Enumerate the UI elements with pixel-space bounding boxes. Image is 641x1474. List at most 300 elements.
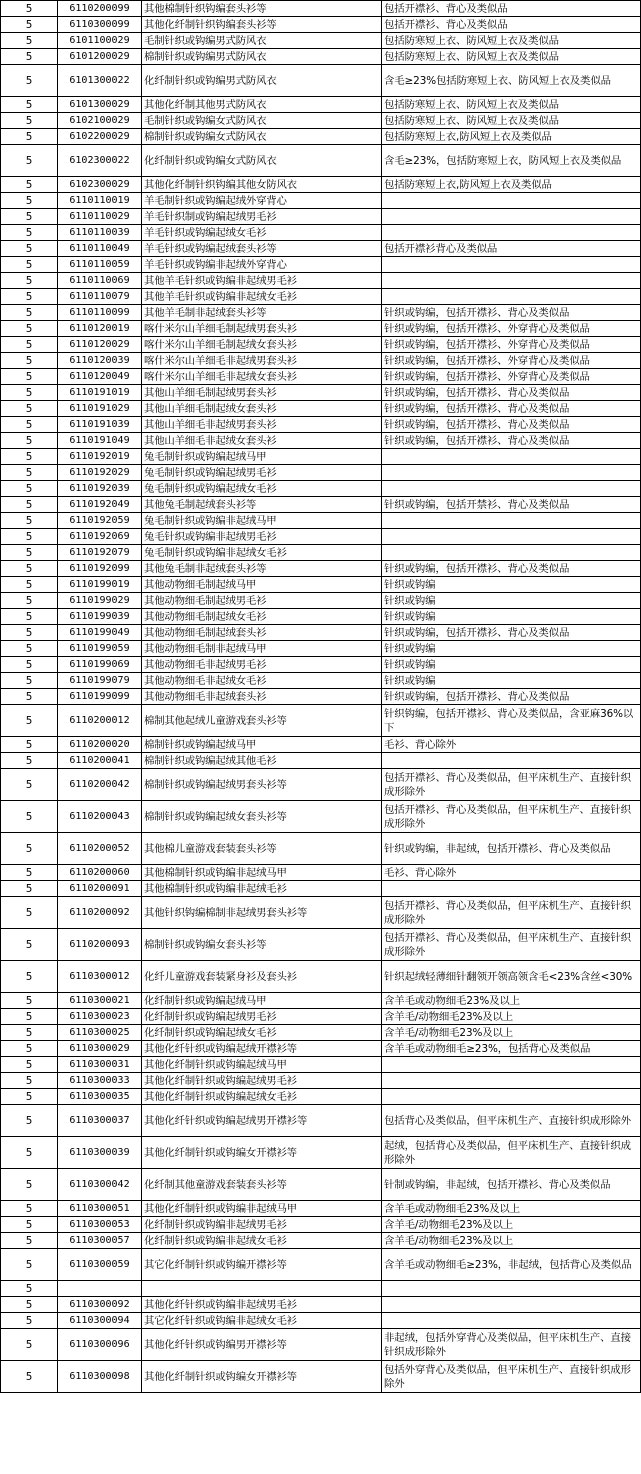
description-cell[interactable]: 其他化纤制针织或钩编起绒男毛衫 bbox=[142, 1073, 382, 1089]
code-cell[interactable]: 6110110049 bbox=[58, 241, 142, 257]
code-cell[interactable]: 6102300029 bbox=[58, 177, 142, 193]
description-cell[interactable]: 其他棉儿童游戏套装套头衫等 bbox=[142, 833, 382, 865]
remark-cell[interactable] bbox=[382, 1281, 641, 1297]
description-cell[interactable]: 棉制针织或钩编起绒男套头衫等 bbox=[142, 769, 382, 801]
table-row bbox=[1, 1089, 641, 1105]
level-cell[interactable]: 5 bbox=[1, 865, 58, 881]
remark-cell[interactable]: 含羊毛或动物细毛23%及以上 bbox=[382, 1201, 641, 1217]
remark-cell[interactable]: 包括防寒短上衣,防风短上衣及类似品 bbox=[382, 129, 641, 145]
code-cell[interactable]: 6110120039 bbox=[58, 353, 142, 369]
description-cell[interactable]: 其他化纤制针织或钩编女开襟衫等 bbox=[142, 1361, 382, 1393]
remark-cell[interactable] bbox=[382, 1073, 641, 1089]
level-cell[interactable]: 5 bbox=[1, 401, 58, 417]
code-cell[interactable]: 6110300059 bbox=[58, 1249, 142, 1281]
remark-cell[interactable]: 针织或钩编，包括开襟衫、背心及类似品 bbox=[382, 625, 641, 641]
remark-cell[interactable]: 含羊毛/动物细毛23%及以上 bbox=[382, 1025, 641, 1041]
code-cell[interactable]: 6110199079 bbox=[58, 673, 142, 689]
code-cell[interactable]: 6110300031 bbox=[58, 1057, 142, 1073]
level-cell[interactable]: 5 bbox=[1, 1201, 58, 1217]
code-cell[interactable]: 6110300035 bbox=[58, 1089, 142, 1105]
description-cell[interactable]: 兔毛制针织或钩编非起绒女毛衫 bbox=[142, 545, 382, 561]
remark-cell[interactable]: 针织起绒轻薄细针翻领开领高领含毛<23%含丝<30% bbox=[382, 961, 641, 993]
table-row bbox=[1, 993, 641, 1009]
level-cell[interactable]: 5 bbox=[1, 1041, 58, 1057]
remark-cell[interactable]: 针织或钩编，包括开襟衫、背心及类似品 bbox=[382, 305, 641, 321]
remark-cell[interactable]: 包括开襟衫、背心及类似品，但平床机生产、直接针织成形除外 bbox=[382, 769, 641, 801]
code-cell[interactable]: 6110300042 bbox=[58, 1169, 142, 1201]
level-cell[interactable]: 5 bbox=[1, 449, 58, 465]
code-cell[interactable]: 6110300039 bbox=[58, 1137, 142, 1169]
remark-cell[interactable] bbox=[382, 449, 641, 465]
code-cell[interactable]: 6110199029 bbox=[58, 593, 142, 609]
code-cell[interactable]: 6110300098 bbox=[58, 1361, 142, 1393]
remark-cell[interactable]: 针制或钩编，非起绒，包括开襟衫、背心及类似品 bbox=[382, 1169, 641, 1201]
level-cell[interactable]: 5 bbox=[1, 385, 58, 401]
remark-cell[interactable] bbox=[382, 1297, 641, 1313]
description-cell[interactable]: 其他化纤制针织钩编套头衫等 bbox=[142, 17, 382, 33]
description-cell[interactable]: 兔毛针织或钩编非起绒男毛衫 bbox=[142, 529, 382, 545]
level-cell[interactable]: 5 bbox=[1, 305, 58, 321]
table-row bbox=[1, 497, 641, 513]
description-cell[interactable]: 化纤制其他童游戏套装套头衫等 bbox=[142, 1169, 382, 1201]
level-cell[interactable]: 5 bbox=[1, 1361, 58, 1393]
level-cell[interactable]: 5 bbox=[1, 1217, 58, 1233]
remark-cell[interactable] bbox=[382, 881, 641, 897]
level-cell[interactable]: 5 bbox=[1, 113, 58, 129]
level-cell[interactable]: 5 bbox=[1, 1281, 58, 1297]
code-cell[interactable]: 6110200099 bbox=[58, 1, 142, 17]
level-cell[interactable]: 5 bbox=[1, 273, 58, 289]
code-cell[interactable]: 6110192039 bbox=[58, 481, 142, 497]
remark-cell[interactable]: 针织或钩编，包括开禁衫、背心及类似品 bbox=[382, 497, 641, 513]
code-cell[interactable]: 6110300025 bbox=[58, 1025, 142, 1041]
level-cell[interactable]: 5 bbox=[1, 369, 58, 385]
code-cell[interactable]: 6110200052 bbox=[58, 833, 142, 865]
description-cell[interactable]: 化纤制针织或钩编起绒马甲 bbox=[142, 993, 382, 1009]
remark-cell[interactable] bbox=[382, 1057, 641, 1073]
table-row bbox=[1, 577, 641, 593]
description-cell[interactable]: 棉制针织或钩编起绒其他毛衫 bbox=[142, 753, 382, 769]
remark-cell[interactable]: 起绒，包括背心及类似品，但平床机生产、直接针织成形除外 bbox=[382, 1137, 641, 1169]
description-cell[interactable]: 其他化纤制针织或钩编女开襟衫等 bbox=[142, 1137, 382, 1169]
remark-cell[interactable]: 包括外穿背心及类似品，但平床机生产、直接针织成形除外 bbox=[382, 1361, 641, 1393]
description-cell[interactable]: 化纤儿童游戏套装紧身衫及套头衫 bbox=[142, 961, 382, 993]
level-cell[interactable]: 5 bbox=[1, 97, 58, 113]
remark-cell[interactable] bbox=[382, 257, 641, 273]
description-cell[interactable]: 棉制针织或钩编男式防风衣 bbox=[142, 49, 382, 65]
code-cell[interactable]: 6110200093 bbox=[58, 929, 142, 961]
level-cell[interactable]: 5 bbox=[1, 145, 58, 177]
code-cell[interactable]: 6110300099 bbox=[58, 17, 142, 33]
description-cell[interactable]: 兔毛制针织或钩编非起绒马甲 bbox=[142, 513, 382, 529]
description-cell[interactable]: 其他化纤制针织或钩编起绒女毛衫 bbox=[142, 1089, 382, 1105]
code-cell[interactable]: 6110199069 bbox=[58, 657, 142, 673]
remark-cell[interactable]: 含羊毛或动物细毛23%及以上 bbox=[382, 993, 641, 1009]
code-cell[interactable]: 6110199099 bbox=[58, 689, 142, 705]
description-cell[interactable]: 其他动物细毛制起绒套头衫 bbox=[142, 625, 382, 641]
code-cell[interactable]: 6110300053 bbox=[58, 1217, 142, 1233]
description-cell[interactable]: 化纤制针织或钩编男式防风衣 bbox=[142, 65, 382, 97]
remark-cell[interactable]: 包括防寒短上衣、防风短上衣及类似品 bbox=[382, 97, 641, 113]
description-cell[interactable]: 其他兔毛制起绒套头衫等 bbox=[142, 497, 382, 513]
level-cell[interactable]: 5 bbox=[1, 657, 58, 673]
code-cell[interactable]: 6110300037 bbox=[58, 1105, 142, 1137]
description-cell[interactable]: 其他动物细毛制起绒女毛衫 bbox=[142, 609, 382, 625]
description-cell[interactable]: 其他化纤针织或钩编起绒男开襟衫等 bbox=[142, 1105, 382, 1137]
code-cell[interactable]: 6101100029 bbox=[58, 33, 142, 49]
remark-cell[interactable] bbox=[382, 465, 641, 481]
remark-cell[interactable]: 针织或钩编 bbox=[382, 577, 641, 593]
description-cell[interactable]: 羊毛针织制或钩编起绒男毛衫 bbox=[142, 209, 382, 225]
code-cell[interactable]: 6110200043 bbox=[58, 801, 142, 833]
description-cell[interactable]: 其他化纤制针织或钩编非起绒马甲 bbox=[142, 1201, 382, 1217]
level-cell[interactable]: 5 bbox=[1, 833, 58, 865]
remark-cell[interactable]: 含羊毛/动物细毛23%及以上 bbox=[382, 1217, 641, 1233]
remark-cell[interactable] bbox=[382, 545, 641, 561]
remark-cell[interactable]: 针织或钩编，包括开襟衫、外穿背心及类似品 bbox=[382, 369, 641, 385]
level-cell[interactable]: 5 bbox=[1, 65, 58, 97]
description-cell[interactable]: 棉制针织或钩编女套头衫等 bbox=[142, 929, 382, 961]
description-cell[interactable]: 喀什米尔山羊细毛非起绒女套头衫 bbox=[142, 369, 382, 385]
remark-cell[interactable]: 含羊毛或动物细毛≥23%，包括背心及类似品 bbox=[382, 1041, 641, 1057]
level-cell[interactable]: 5 bbox=[1, 1025, 58, 1041]
level-cell[interactable]: 5 bbox=[1, 561, 58, 577]
level-cell[interactable]: 5 bbox=[1, 497, 58, 513]
code-cell[interactable]: 6110200092 bbox=[58, 897, 142, 929]
remark-cell[interactable]: 含羊毛或动物细毛≥23%，非起绒，包括背心及类似品 bbox=[382, 1249, 641, 1281]
table-row bbox=[1, 1025, 641, 1041]
code-cell[interactable]: 6110191049 bbox=[58, 433, 142, 449]
description-cell[interactable]: 其他动物细毛非起绒女毛衫 bbox=[142, 673, 382, 689]
level-cell[interactable]: 5 bbox=[1, 337, 58, 353]
description-cell[interactable]: 其他动物细毛非起绒男毛衫 bbox=[142, 657, 382, 673]
code-cell[interactable]: 6110192059 bbox=[58, 513, 142, 529]
remark-cell[interactable] bbox=[382, 1089, 641, 1105]
remark-cell[interactable]: 针织或钩编，包括开襟衫、背心及类似品 bbox=[382, 689, 641, 705]
code-cell[interactable]: 6110300029 bbox=[58, 1041, 142, 1057]
description-cell[interactable]: 棉制其他起绒儿童游戏套头衫等 bbox=[142, 705, 382, 737]
code-cell[interactable]: 6110300033 bbox=[58, 1073, 142, 1089]
level-cell[interactable]: 5 bbox=[1, 1297, 58, 1313]
level-cell[interactable]: 5 bbox=[1, 1137, 58, 1169]
remark-cell[interactable]: 包括开襟衫、背心及类似品，但平床机生产、直接针织成形除外 bbox=[382, 801, 641, 833]
description-cell[interactable]: 其他动物细毛制非起绒马甲 bbox=[142, 641, 382, 657]
level-cell[interactable]: 5 bbox=[1, 289, 58, 305]
code-cell[interactable]: 6110300021 bbox=[58, 993, 142, 1009]
description-cell[interactable]: 其它化纤针织或钩编非起绒女毛衫 bbox=[142, 1313, 382, 1329]
remark-cell[interactable]: 含羊毛/动物细毛23%及以上 bbox=[382, 1233, 641, 1249]
code-cell[interactable]: 6110110069 bbox=[58, 273, 142, 289]
code-cell[interactable]: 6110300012 bbox=[58, 961, 142, 993]
description-cell[interactable]: 兔毛制针织或钩编起绒男毛衫 bbox=[142, 465, 382, 481]
level-cell[interactable]: 5 bbox=[1, 49, 58, 65]
description-cell[interactable]: 其他化纤制针织钩编其他女防风衣 bbox=[142, 177, 382, 193]
remark-cell[interactable]: 针织或钩编 bbox=[382, 641, 641, 657]
remark-cell[interactable] bbox=[382, 193, 641, 209]
code-cell[interactable]: 6110300057 bbox=[58, 1233, 142, 1249]
remark-cell[interactable]: 针织或钩编 bbox=[382, 657, 641, 673]
code-cell[interactable]: 6110300092 bbox=[58, 1297, 142, 1313]
remark-cell[interactable]: 针织或钩编 bbox=[382, 673, 641, 689]
level-cell[interactable]: 5 bbox=[1, 593, 58, 609]
remark-cell[interactable]: 包括防寒短上衣、防风短上衣及类似品 bbox=[382, 113, 641, 129]
level-cell[interactable]: 5 bbox=[1, 433, 58, 449]
remark-cell[interactable]: 含毛≥23%，包括防寒短上衣，防风短上衣及类似品 bbox=[382, 145, 641, 177]
description-cell[interactable]: 其他羊毛针织或钩编非起绒女毛衫 bbox=[142, 289, 382, 305]
level-cell[interactable]: 5 bbox=[1, 353, 58, 369]
code-cell[interactable]: 6110200012 bbox=[58, 705, 142, 737]
code-cell[interactable]: 6110300023 bbox=[58, 1009, 142, 1025]
remark-cell[interactable]: 包括防寒短上衣、防风短上衣及类似品 bbox=[382, 33, 641, 49]
level-cell[interactable]: 5 bbox=[1, 17, 58, 33]
description-cell[interactable]: 其他山羊细毛制起绒女套头衫 bbox=[142, 401, 382, 417]
table-row bbox=[1, 369, 641, 385]
code-cell[interactable]: 6110110099 bbox=[58, 305, 142, 321]
level-cell[interactable]: 5 bbox=[1, 1249, 58, 1281]
remark-cell[interactable]: 包括开襟衫、背心及类似品 bbox=[382, 1, 641, 17]
remark-cell[interactable]: 非起绒，包括外穿背心及类似品，但平床机生产、直接针织成形除外 bbox=[382, 1329, 641, 1361]
description-cell[interactable]: 棉制针织或钩编女式防风衣 bbox=[142, 129, 382, 145]
code-cell[interactable]: 6110191019 bbox=[58, 385, 142, 401]
level-cell[interactable]: 5 bbox=[1, 881, 58, 897]
remark-cell[interactable]: 针织或钩编，包括开襟衫、背心及类似品 bbox=[382, 561, 641, 577]
remark-cell[interactable]: 针织钩编，包括开襟衫、背心及类似品，含亚麻36%以下 bbox=[382, 705, 641, 737]
code-cell[interactable]: 6110191039 bbox=[58, 417, 142, 433]
remark-cell[interactable] bbox=[382, 273, 641, 289]
remark-cell[interactable]: 包括开襟衫、背心及类似品，但平床机生产、直接针织成形除外 bbox=[382, 897, 641, 929]
code-cell[interactable]: 6110110059 bbox=[58, 257, 142, 273]
level-cell[interactable]: 5 bbox=[1, 257, 58, 273]
code-cell[interactable]: 6110120049 bbox=[58, 369, 142, 385]
level-cell[interactable]: 5 bbox=[1, 689, 58, 705]
remark-cell[interactable]: 针织或钩编，非起绒，包括开襟衫、背心及类似品 bbox=[382, 833, 641, 865]
description-cell[interactable]: 化纤制针织或钩编起绒女毛衫 bbox=[142, 1025, 382, 1041]
code-cell[interactable]: 6110192079 bbox=[58, 545, 142, 561]
level-cell[interactable]: 5 bbox=[1, 577, 58, 593]
level-cell[interactable]: 5 bbox=[1, 1233, 58, 1249]
level-cell[interactable]: 5 bbox=[1, 1169, 58, 1201]
remark-cell[interactable]: 含羊毛/动物细毛23%及以上 bbox=[382, 1009, 641, 1025]
remark-cell[interactable] bbox=[382, 753, 641, 769]
level-cell[interactable]: 5 bbox=[1, 209, 58, 225]
remark-cell[interactable] bbox=[382, 529, 641, 545]
level-cell[interactable]: 5 bbox=[1, 1089, 58, 1105]
description-cell[interactable]: 其他棉制针织钩编套头衫等 bbox=[142, 1, 382, 17]
code-cell[interactable]: 6110192049 bbox=[58, 497, 142, 513]
description-cell[interactable]: 其他化纤制其他男式防风衣 bbox=[142, 97, 382, 113]
description-cell[interactable]: 化纤制针织或钩编非起绒女毛衫 bbox=[142, 1233, 382, 1249]
description-cell[interactable]: 喀什米尔山羊细毛制起绒女套头衫 bbox=[142, 337, 382, 353]
code-cell[interactable]: 6110120029 bbox=[58, 337, 142, 353]
description-cell[interactable]: 其他山羊细毛非起绒男套头衫 bbox=[142, 417, 382, 433]
remark-cell[interactable]: 针织或钩编，包括开襟衫、背心及类似品 bbox=[382, 433, 641, 449]
level-cell[interactable]: 5 bbox=[1, 177, 58, 193]
remark-cell[interactable] bbox=[382, 481, 641, 497]
description-cell[interactable]: 其他山羊细毛非起绒女套头衫 bbox=[142, 433, 382, 449]
remark-cell[interactable]: 包括开襟衫背心及类似品 bbox=[382, 241, 641, 257]
description-cell[interactable]: 羊毛针织或钩编起绒套头衫等 bbox=[142, 241, 382, 257]
level-cell[interactable]: 5 bbox=[1, 737, 58, 753]
description-cell[interactable]: 棉制针织或钩编起绒马甲 bbox=[142, 737, 382, 753]
remark-cell[interactable] bbox=[382, 225, 641, 241]
description-cell[interactable]: 化纤制针织或钩编非起绒男毛衫 bbox=[142, 1217, 382, 1233]
remark-cell[interactable]: 含毛≥23%包括防寒短上衣、防风短上衣及类似品 bbox=[382, 65, 641, 97]
code-cell[interactable]: 6110200041 bbox=[58, 753, 142, 769]
table-row bbox=[1, 1169, 641, 1201]
remark-cell[interactable]: 包括开襟衫、背心及类似品 bbox=[382, 17, 641, 33]
description-cell[interactable]: 其他山羊细毛制起绒男套头衫 bbox=[142, 385, 382, 401]
description-cell[interactable] bbox=[142, 1281, 382, 1297]
level-cell[interactable]: 5 bbox=[1, 33, 58, 49]
level-cell[interactable]: 5 bbox=[1, 641, 58, 657]
level-cell[interactable]: 5 bbox=[1, 321, 58, 337]
description-cell[interactable]: 化纤制针织或钩编起绒男毛衫 bbox=[142, 1009, 382, 1025]
code-cell[interactable]: 6110199049 bbox=[58, 625, 142, 641]
description-cell[interactable]: 其它化纤制针织或钩编开襟衫等 bbox=[142, 1249, 382, 1281]
remark-cell[interactable]: 针织或钩编 bbox=[382, 609, 641, 625]
description-cell[interactable]: 其他动物细毛制起绒马甲 bbox=[142, 577, 382, 593]
remark-cell[interactable]: 毛衫、背心除外 bbox=[382, 865, 641, 881]
remark-cell[interactable]: 针织或钩编，包括开襟衫、背心及类似品 bbox=[382, 401, 641, 417]
level-cell[interactable]: 5 bbox=[1, 129, 58, 145]
level-cell[interactable]: 5 bbox=[1, 673, 58, 689]
level-cell[interactable]: 5 bbox=[1, 513, 58, 529]
code-cell[interactable]: 6110110039 bbox=[58, 225, 142, 241]
description-cell[interactable]: 其他化纤针织或钩编起绒开襟衫等 bbox=[142, 1041, 382, 1057]
table-row bbox=[1, 289, 641, 305]
remark-cell[interactable]: 针织或钩编，包括开襟衫、背心及类似品 bbox=[382, 385, 641, 401]
remark-cell[interactable]: 毛衫、背心除外 bbox=[382, 737, 641, 753]
code-cell[interactable]: 6110192099 bbox=[58, 561, 142, 577]
remark-cell[interactable]: 包括防寒短上衣,防风短上衣及类似品 bbox=[382, 177, 641, 193]
level-cell[interactable]: 5 bbox=[1, 1329, 58, 1361]
level-cell[interactable]: 5 bbox=[1, 705, 58, 737]
description-cell[interactable]: 化纤制针织或钩编女式防风衣 bbox=[142, 145, 382, 177]
code-cell[interactable]: 6110110029 bbox=[58, 209, 142, 225]
description-cell[interactable]: 兔毛制针织或钩编起绒女毛衫 bbox=[142, 481, 382, 497]
remark-cell[interactable]: 包括背心及类似品，但平床机生产、直接针织成形除外 bbox=[382, 1105, 641, 1137]
code-cell[interactable]: 6101300029 bbox=[58, 97, 142, 113]
table-row bbox=[1, 401, 641, 417]
level-cell[interactable]: 5 bbox=[1, 897, 58, 929]
level-cell[interactable]: 5 bbox=[1, 481, 58, 497]
level-cell[interactable]: 5 bbox=[1, 1057, 58, 1073]
level-cell[interactable]: 5 bbox=[1, 465, 58, 481]
code-cell[interactable]: 6110200042 bbox=[58, 769, 142, 801]
code-cell[interactable]: 6110110079 bbox=[58, 289, 142, 305]
remark-cell[interactable]: 包括开襟衫、背心及类似品，但平床机生产、直接针织成形除外 bbox=[382, 929, 641, 961]
code-cell[interactable]: 6110191029 bbox=[58, 401, 142, 417]
description-cell[interactable]: 毛制针织或钩编男式防风衣 bbox=[142, 33, 382, 49]
table-row bbox=[1, 1073, 641, 1089]
description-cell[interactable]: 其他动物细毛制起绒男毛衫 bbox=[142, 593, 382, 609]
description-cell[interactable]: 其他棉制针织或钩编非起绒毛衫 bbox=[142, 881, 382, 897]
level-cell[interactable]: 5 bbox=[1, 753, 58, 769]
code-cell[interactable]: 6110300094 bbox=[58, 1313, 142, 1329]
level-cell[interactable]: 5 bbox=[1, 993, 58, 1009]
code-cell[interactable]: 6110200020 bbox=[58, 737, 142, 753]
description-cell[interactable]: 毛制针织或钩编女式防风衣 bbox=[142, 113, 382, 129]
remark-cell[interactable]: 包括防寒短上衣、防风短上衣及类似品 bbox=[382, 49, 641, 65]
level-cell[interactable]: 5 bbox=[1, 801, 58, 833]
level-cell[interactable]: 5 bbox=[1, 929, 58, 961]
level-cell[interactable]: 5 bbox=[1, 529, 58, 545]
level-cell[interactable]: 5 bbox=[1, 193, 58, 209]
description-cell[interactable]: 其他化纤制针织或钩编起绒马甲 bbox=[142, 1057, 382, 1073]
description-cell[interactable]: 其他羊毛制非起绒套头衫等 bbox=[142, 305, 382, 321]
code-cell[interactable]: 6102300022 bbox=[58, 145, 142, 177]
level-cell[interactable]: 5 bbox=[1, 1105, 58, 1137]
description-cell[interactable]: 羊毛针织或钩编起绒女毛衫 bbox=[142, 225, 382, 241]
description-cell[interactable]: 羊毛制针织或钩编起绒外穿背心 bbox=[142, 193, 382, 209]
code-cell[interactable]: 6110199019 bbox=[58, 577, 142, 593]
remark-cell[interactable]: 针织或钩编，包括开襟衫、外穿背心及类似品 bbox=[382, 353, 641, 369]
description-cell[interactable]: 其他兔毛制非起绒套头衫等 bbox=[142, 561, 382, 577]
remark-cell[interactable]: 针织或钩编，包括开襟衫、外穿背心及类似品 bbox=[382, 337, 641, 353]
remark-cell[interactable] bbox=[382, 513, 641, 529]
code-cell[interactable]: 6102100029 bbox=[58, 113, 142, 129]
level-cell[interactable]: 5 bbox=[1, 961, 58, 993]
level-cell[interactable]: 5 bbox=[1, 1, 58, 17]
level-cell[interactable]: 5 bbox=[1, 609, 58, 625]
code-cell[interactable]: 6102200029 bbox=[58, 129, 142, 145]
code-cell[interactable]: 6110199039 bbox=[58, 609, 142, 625]
level-cell[interactable]: 5 bbox=[1, 1313, 58, 1329]
description-cell[interactable]: 喀什米尔山羊细毛非起绒男套头衫 bbox=[142, 353, 382, 369]
remark-cell[interactable] bbox=[382, 1313, 641, 1329]
code-cell[interactable]: 6101200029 bbox=[58, 49, 142, 65]
table-row bbox=[1, 625, 641, 641]
code-cell[interactable]: 6110200091 bbox=[58, 881, 142, 897]
description-cell[interactable]: 羊毛针织或钩编非起绒外穿背心 bbox=[142, 257, 382, 273]
level-cell[interactable]: 5 bbox=[1, 545, 58, 561]
description-cell[interactable]: 其他化纤针织或钩编男开襟衫等 bbox=[142, 1329, 382, 1361]
level-cell[interactable]: 5 bbox=[1, 1073, 58, 1089]
remark-cell[interactable]: 针织或钩编，包括开襟衫、背心及类似品 bbox=[382, 417, 641, 433]
code-cell[interactable]: 6110199059 bbox=[58, 641, 142, 657]
table-row bbox=[1, 305, 641, 321]
code-cell[interactable]: 6110120019 bbox=[58, 321, 142, 337]
level-cell[interactable]: 5 bbox=[1, 241, 58, 257]
remark-cell[interactable] bbox=[382, 209, 641, 225]
description-cell[interactable]: 其他针织钩编棉制非起绒男套头衫等 bbox=[142, 897, 382, 929]
code-cell[interactable]: 6101300022 bbox=[58, 65, 142, 97]
code-cell[interactable]: 6110110019 bbox=[58, 193, 142, 209]
description-cell[interactable]: 棉制针织或钩编起绒女套头衫等 bbox=[142, 801, 382, 833]
level-cell[interactable]: 5 bbox=[1, 625, 58, 641]
code-cell[interactable] bbox=[58, 1281, 142, 1297]
level-cell[interactable]: 5 bbox=[1, 417, 58, 433]
description-cell[interactable]: 其他化纤针织或钩编非起绒男毛衫 bbox=[142, 1297, 382, 1313]
description-cell[interactable]: 兔毛制针织或钩编起绒马甲 bbox=[142, 449, 382, 465]
code-cell[interactable]: 6110192029 bbox=[58, 465, 142, 481]
remark-cell[interactable]: 针织或钩编，包括开襟衫、外穿背心及类似品 bbox=[382, 321, 641, 337]
description-cell[interactable]: 其他动物细毛非起绒套头衫 bbox=[142, 689, 382, 705]
code-cell[interactable]: 6110200060 bbox=[58, 865, 142, 881]
code-cell[interactable]: 6110192069 bbox=[58, 529, 142, 545]
code-cell[interactable]: 6110300096 bbox=[58, 1329, 142, 1361]
level-cell[interactable]: 5 bbox=[1, 1009, 58, 1025]
level-cell[interactable]: 5 bbox=[1, 769, 58, 801]
remark-cell[interactable] bbox=[382, 289, 641, 305]
description-cell[interactable]: 喀什米尔山羊细毛制起绒男套头衫 bbox=[142, 321, 382, 337]
code-cell[interactable]: 6110300051 bbox=[58, 1201, 142, 1217]
code-cell[interactable]: 6110192019 bbox=[58, 449, 142, 465]
description-cell[interactable]: 其他羊毛针织或钩编非起绒男毛衫 bbox=[142, 273, 382, 289]
remark-cell[interactable]: 针织或钩编 bbox=[382, 593, 641, 609]
description-cell[interactable]: 其他棉制针织或钩编非起绒马甲 bbox=[142, 865, 382, 881]
level-cell[interactable]: 5 bbox=[1, 225, 58, 241]
